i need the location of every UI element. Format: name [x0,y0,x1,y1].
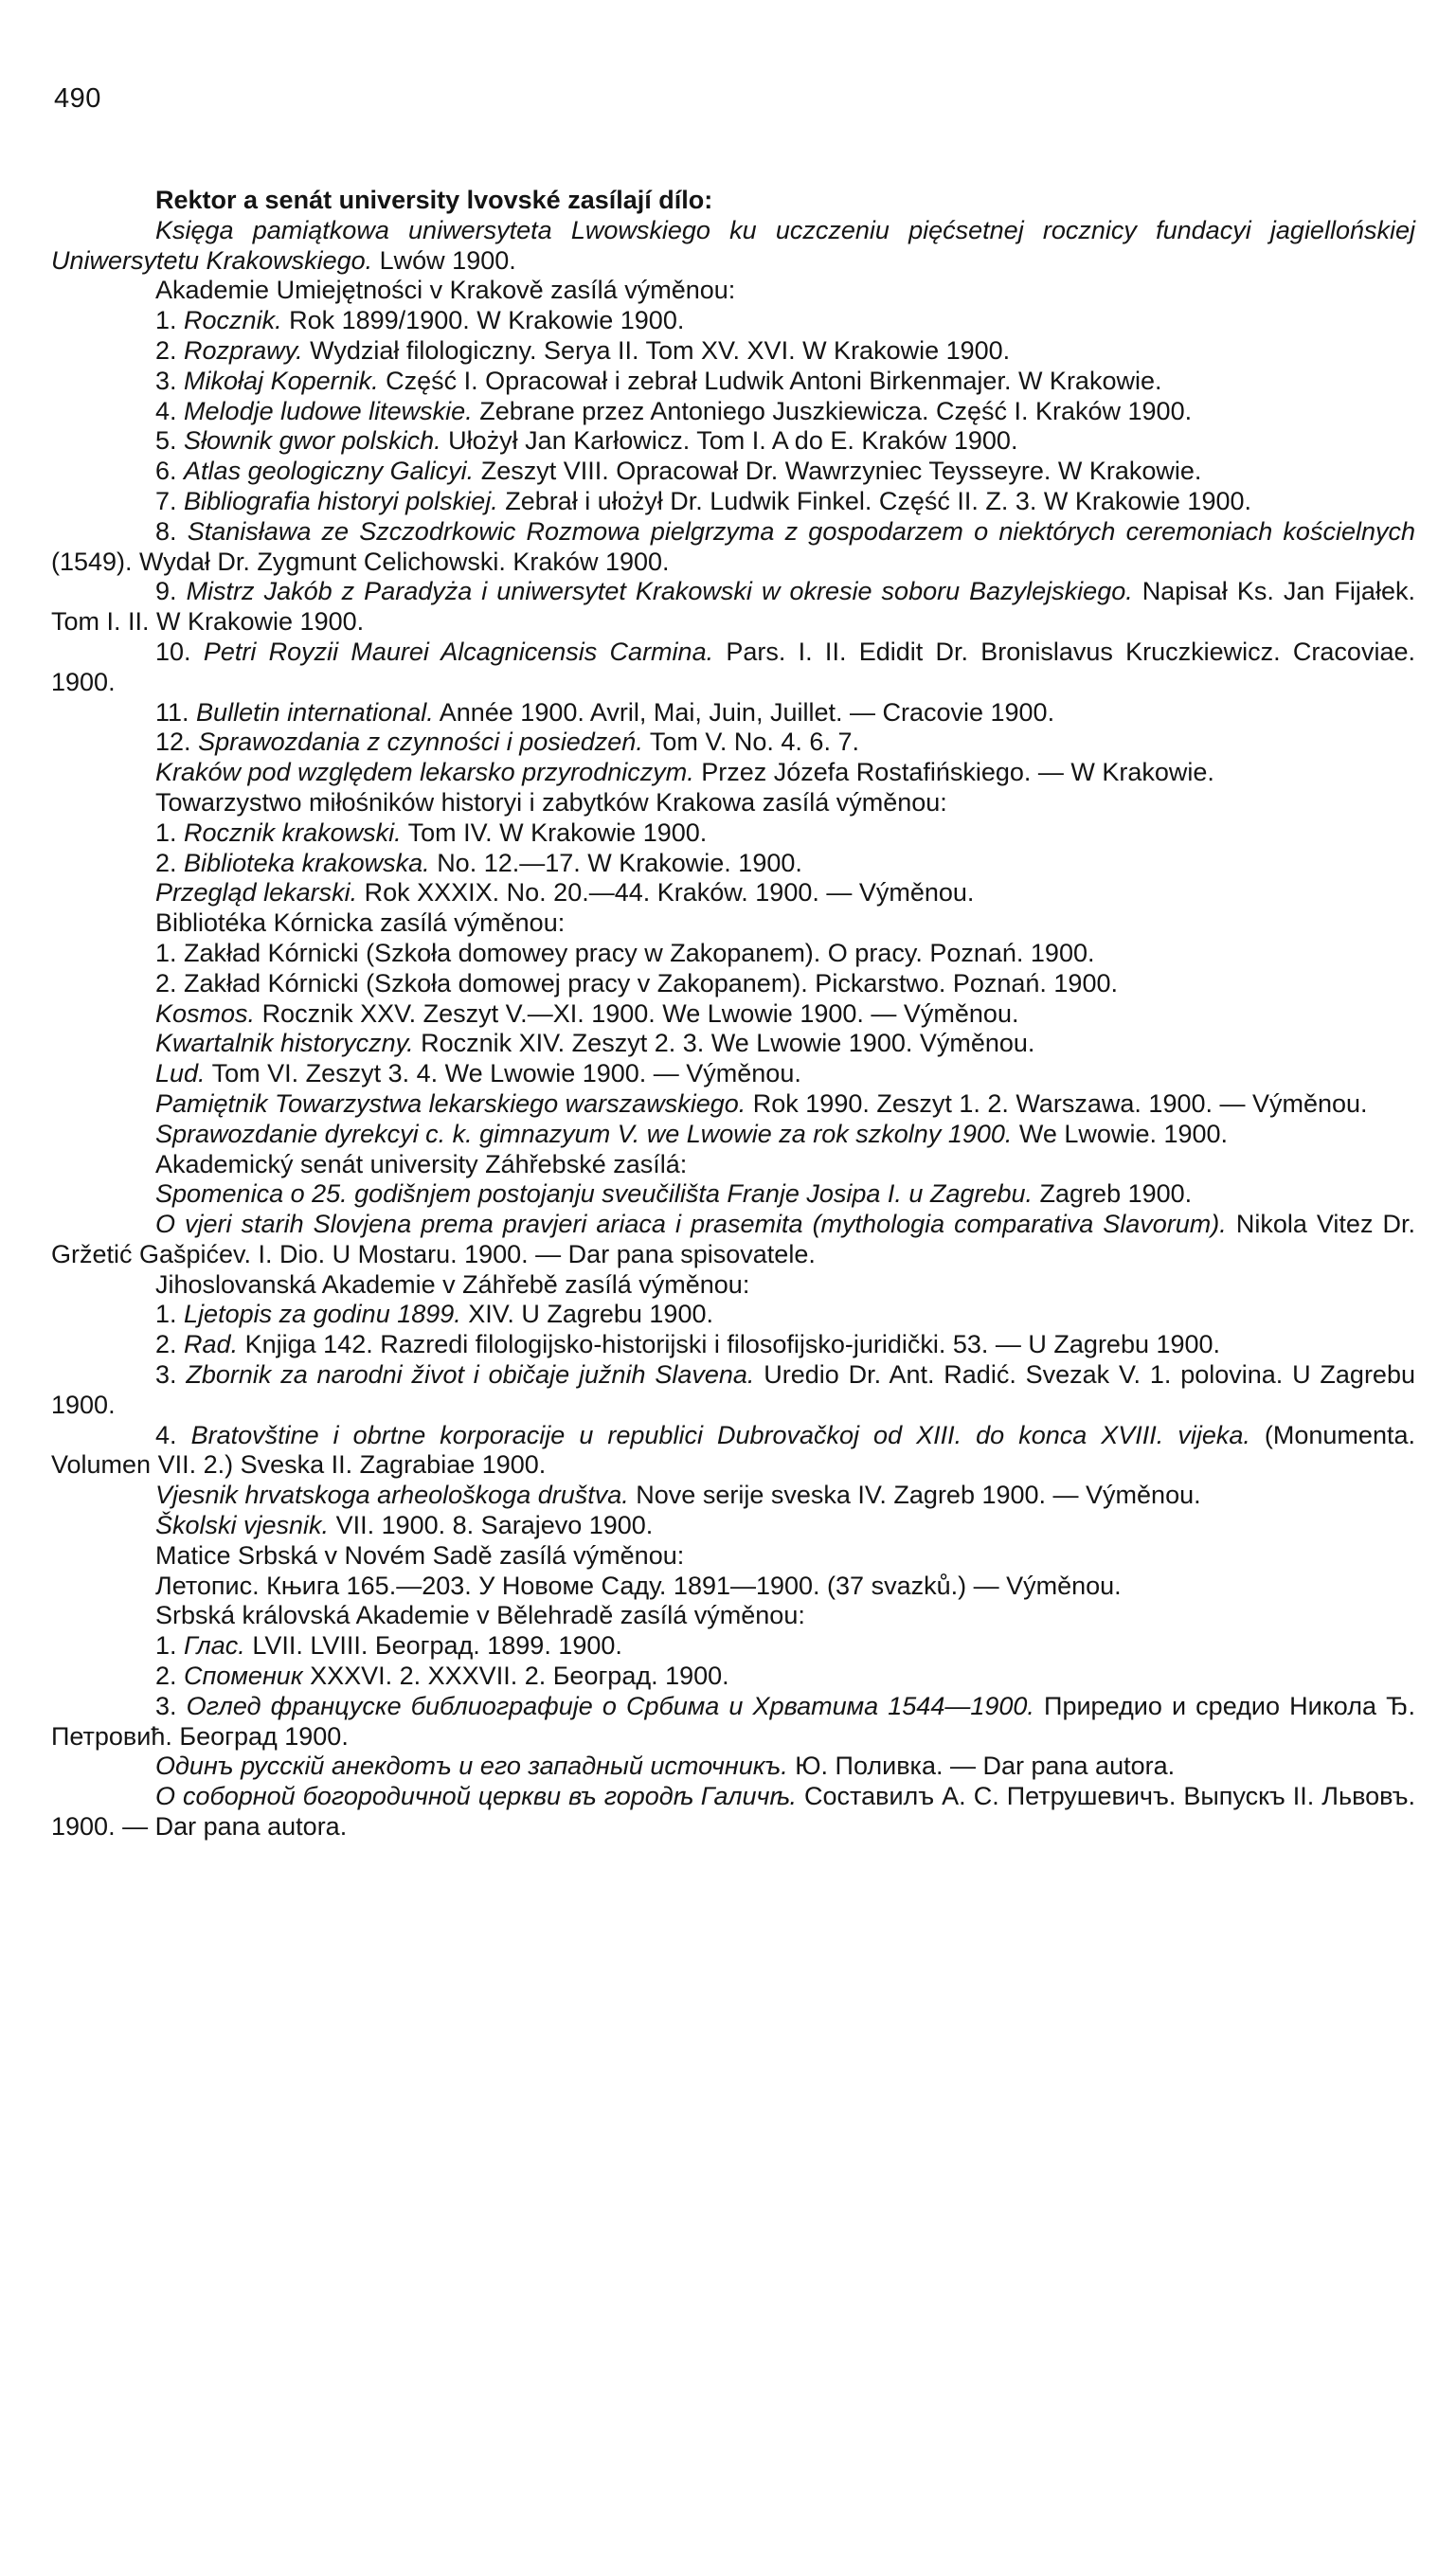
entry-title: Melodje ludowe litewskie. [184,396,473,425]
entry-details: Nikola Vitez Dr. Gržetić Gašpićev. I. Dio. U Mostaru. 1900. — Dar pana spisovatele. [51,1210,1415,1268]
entry-title: Rad. [184,1330,239,1359]
entry-details: Zakład Kórnicki (Szkoła domowej pracy v Zakopanem). Pickarstwo. Poznań. 1900. [184,968,1118,997]
bibliography-entry [51,1360,1415,1421]
bibliography-entry [51,367,1415,397]
entry-title: Bulletin international. [196,697,434,727]
entry-details: Составилъ А. С. Петрушевичъ. Выпускъ II. Львовъ. 1900. — Dar pana autora. [51,1782,1415,1842]
entry-title: Księga pamiątkowa uniwersyteta Lwowskiego ku uczczeniu pięćsetnej rocznicy fundacyi jagiellońskiej Uniwersytetu Krakowskiego. [51,215,1415,275]
entry-details: Lwów 1900. [379,245,516,275]
entry-details: We Lwowie. 1900. [1018,1119,1229,1148]
entry-title: Споменик [184,1662,303,1691]
entry-details: (Monumenta. Volumen VII. 2.) Sveska II. Zagrabiae 1900. [51,1420,1415,1480]
entry-number: 1. [155,1631,177,1661]
entry-details: (1549). Wydał Dr. Zygmunt Celichowski. Kraków 1900. [51,547,670,576]
bibliography-entry [51,1421,1415,1482]
entry-details: Ю. Поливка. — Dar pana autora. [795,1752,1176,1781]
entry-number: 11. [155,697,189,727]
entry-title: Sprawozdanie dyrekcyi c. k. gimnazyum V. we Lwowie za rok szkolny 1900. [155,1119,1013,1148]
entry-title: Školski vjesnik. [155,1511,330,1540]
bibliography-entry [51,517,1415,578]
entry-number: 2. [155,335,177,365]
entry-title: Atlas geologiczny Galicyi. [184,457,475,486]
entry-number: 6. [155,457,177,486]
entry-title: O vjeri starih Slovjena prema pravjeri ariaca i prasemita (mythologia comparativa Slavorum). [155,1210,1227,1239]
bibliography-entry [51,1210,1415,1270]
bibliography-entry [51,216,1415,277]
entry-details: Tom VI. Zeszyt 3. 4. We Lwowie 1900. — Výměnou. [211,1059,801,1088]
entry-details: Knjiga 142. Razredi filologijsko-historijski i filosofijsko-juridički. 53. — U Zagrebu 1900. [244,1330,1221,1359]
entry-details: Rocznik XIV. Zeszyt 2. 3. We Lwowie 1900. Výměnou. [421,1029,1035,1058]
bibliography-entry [51,306,1415,336]
entry-number: 4. [155,1420,177,1449]
entry-title: Biblioteka krakowska. [184,848,430,877]
bibliography-entry [51,999,1415,1030]
bibliography-entry [51,487,1415,517]
entry-details: Zebrane przez Antoniego Juszkiewicza. Część I. Kraków 1900. [479,396,1193,425]
entry-details: Rok 1899/1900. W Krakowie 1900. [289,306,685,335]
bibliography-entry [51,426,1415,457]
bibliography-entry [51,336,1415,367]
section-heading: Akademie Umiejętności v Krakově zasílá výměnou: [155,276,736,305]
entry-number: 2. [155,1330,177,1359]
entry-details: Ułożył Jan Karłowicz. Tom I. A do E. Kraków 1900. [448,426,1018,456]
entry-number: 1. [155,1300,177,1329]
entry-number: 3. [155,366,177,395]
bibliography-entry [51,849,1415,879]
bibliography-entry [51,1120,1415,1150]
bibliography-entry [51,1692,1415,1752]
entry-title: Zbornik za narodni život i običaje južnih Slavena. [186,1360,755,1390]
entry-number: 9. [155,577,177,606]
entry-details: XXXVI. 2. XXXVII. 2. Београд. 1900. [310,1662,729,1691]
entry-details: Приредио и средио Никола Ђ. Петровић. Београд 1900. [51,1691,1415,1751]
entry-title: Sprawozdania z czynności i posiedzeń. [198,728,643,757]
entry-number: 1. [155,818,177,847]
entry-details: Zebrał i ułożył Dr. Ludwik Finkel. Część II. Z. 3. W Krakowie 1900. [505,486,1251,515]
section-heading: Srbská královská Akademie v Bělehradě zasílá výměnou: [155,1601,805,1630]
entry-title: Kosmos. [155,998,256,1028]
entry-title: Słownik gwor polskich. [184,426,441,456]
bibliography-entry [51,1662,1415,1692]
entry-number: 1. [155,306,177,335]
entry-title: Vjesnik hrvatskoga arheološkoga društva. [155,1481,629,1510]
bibliography-entry [51,457,1415,487]
bibliography-entry [51,577,1415,638]
entry-title: О соборной богородичной церкви въ городѣ Галичѣ. [155,1782,797,1811]
entry-details: Zeszyt VIII. Opracował Dr. Wawrzyniec Teysseyre. W Krakowie. [480,457,1202,486]
entry-details: Pars. I. II. Edidit Dr. Bronislavus Kruczkiewicz. Cracoviae. 1900. [51,637,1415,696]
entry-title: Przegląd lekarski. [155,878,358,908]
section-heading: Towarzystwo miłośników historyi i zabytków Krakowa zasílá výměnou: [155,787,947,817]
entry-title: Petri Royzii Maurei Alcagnicensis Carmina. [203,637,714,666]
bibliography-entry [51,878,1415,908]
entry-details: Wydział filologiczny. Serya II. Tom XV. XVI. W Krakowie 1900. [310,335,1011,365]
entry-title: Mistrz Jakób z Paradyża i uniwersytet Krakowski w okresie soboru Bazylejskiego. [186,577,1133,606]
section-heading: Jihoslovanská Akademie v Záhřebě zasílá výměnou: [155,1269,750,1299]
entry-number: 12. [155,728,191,757]
section-heading: Rektor a senát university lvovské zasílají dílo: [155,186,713,214]
entry-number: 2. [155,1662,177,1691]
page-number: 490 [54,83,101,114]
bibliography-entry [51,758,1415,788]
bibliography-entry [51,1029,1415,1059]
bibliography-entry [51,1089,1415,1120]
entry-title: Pamiętnik Towarzystwa lekarskiego warszawskiego. [155,1088,746,1118]
bibliography-entry [51,1631,1415,1662]
entry-title: Rozprawy. [184,335,303,365]
entry-number: 5. [155,426,177,456]
bibliography-entry [51,728,1415,758]
entry-title: Bratovštine i obrtne korporacije u republici Dubrovačkoj od XIII. do konca XVIII. vijeka. [190,1420,1250,1449]
entry-number: 1. [155,938,177,967]
page-body [51,186,1415,1842]
bibliography-entry [51,969,1415,999]
bibliography-entry [51,818,1415,849]
entry-title: Mikołaj Kopernik. [184,366,379,395]
entry-details: Zakład Kórnicki (Szkoła domowey pracy w Zakopanem). O pracy. Poznań. 1900. [184,938,1095,967]
section-heading: Bibliotéka Kórnicka zasílá výměnou: [155,908,566,938]
entry-details: Nove serije sveska IV. Zagreb 1900. — Výměnou. [636,1481,1201,1510]
entry-title: Оглед француске библиографије о Србима и Хрватима 1544—1900. [186,1691,1034,1720]
entry-number: 7. [155,486,177,515]
entry-number: 2. [155,848,177,877]
entry-title: Lud. [155,1059,206,1088]
entry-details: Przez Józefa Rostafińskiego. — W Krakowie. [701,758,1214,787]
bibliography-entry [51,1330,1415,1360]
bibliography-entry [51,1059,1415,1089]
entry-title: Spomenica o 25. godišnjem postojanju sveučilišta Franje Josipa I. u Zagrebu. [155,1179,1034,1209]
entry-details: LVII. LVIII. Београд. 1899. 1900. [252,1631,622,1661]
entry-details: Napisał Ks. Jan Fijałek. Tom I. II. W Krakowie 1900. [51,577,1415,637]
entry-details: XIV. U Zagrebu 1900. [468,1300,713,1329]
section-heading: Akademický senát university Záhřebské zasílá: [155,1149,688,1178]
entry-title: Rocznik. [184,306,282,335]
bibliography-entry [51,1752,1415,1782]
entry-title: Rocznik krakowski. [184,818,402,847]
entry-title: Kwartalnik historyczny. [155,1029,414,1058]
entry-number: 3. [155,1360,177,1390]
entry-title: Bibliografia historyi polskiej. [184,486,498,515]
entry-title: Stanisława ze Szczodrkowic Rozmowa pielgrzyma z gospodarzem o niektórych ceremoniach kościelnych [187,516,1415,546]
bibliography-entry [51,939,1415,969]
entry-details: Rok XXXIX. No. 20.—44. Kraków. 1900. — Výměnou. [364,878,975,908]
entry-details: Część I. Opracował i zebrał Ludwik Antoni Birkenmajer. W Krakowie. [386,366,1162,395]
entry-title: Ljetopis za godinu 1899. [184,1300,461,1329]
bibliography-entry [51,1511,1415,1541]
section-heading: Matice Srbská v Novém Sadě zasílá výměnou: [155,1540,685,1570]
bibliography-entry [51,1572,1415,1602]
bibliography-entry [51,1179,1415,1210]
entry-number: 8. [155,516,177,546]
entry-title: Kraków pod względem lekarsko przyrodniczym. [155,758,694,787]
entry-details: VII. 1900. 8. Sarajevo 1900. [335,1511,654,1540]
entry-details: Année 1900. Avril, Mai, Juin, Juillet. — Cracovie 1900. [439,697,1055,727]
bibliography-entry [51,1481,1415,1511]
bibliography-entry [51,638,1415,698]
entry-number: 4. [155,396,177,425]
entry-title: Глас. [184,1631,245,1661]
entry-details: Rocznik XXV. Zeszyt V.—XI. 1900. We Lwowie 1900. — Výměnou. [261,998,1019,1028]
entry-title: Одинъ русскій анекдотъ и его западный источникъ. [155,1752,788,1781]
bibliography-entry [51,397,1415,427]
entry-details: No. 12.—17. W Krakowie. 1900. [437,848,802,877]
entry-details: Uredio Dr. Ant. Radić. Svezak V. 1. polovina. U Zagrebu 1900. [51,1360,1415,1419]
bibliography-entry [51,1300,1415,1330]
bibliography-entry [51,1782,1415,1842]
entry-details: Tom V. No. 4. 6. 7. [649,728,859,757]
bibliography-entry [51,698,1415,728]
entry-details: Zagreb 1900. [1039,1179,1193,1209]
entry-details: Летопис. Књига 165.—203. У Новоме Саду. 1891—1900. (37 svazků.) — Výměnou. [155,1571,1122,1600]
entry-details: Tom IV. W Krakowie 1900. [407,818,708,847]
entry-number: 10. [155,637,191,666]
entry-number: 3. [155,1691,177,1720]
entry-details: Rok 1990. Zeszyt 1. 2. Warszawa. 1900. — Výměnou. [752,1088,1368,1118]
entry-number: 2. [155,968,177,997]
